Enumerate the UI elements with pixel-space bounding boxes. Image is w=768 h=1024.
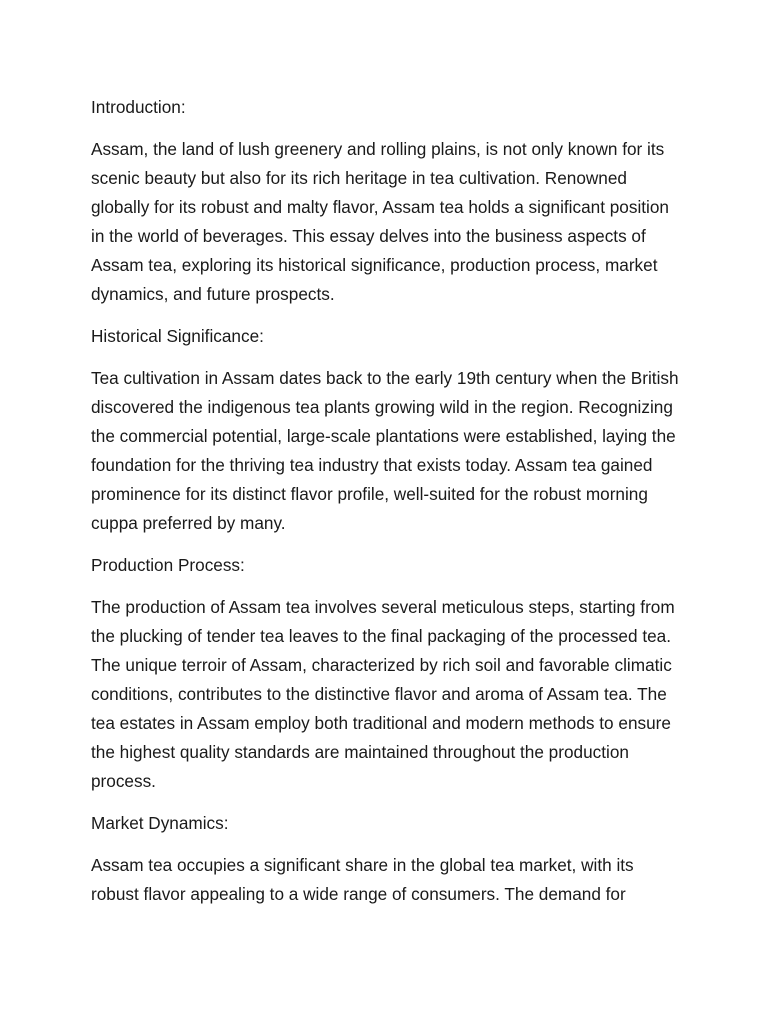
section-heading-production-process: Production Process: <box>91 555 245 575</box>
section-paragraph-production-process: The production of Assam tea involves several meticulous steps, starting from the plucking of tender tea leaves to the final packaging of the processed tea. The unique terroir of Assam, characterized by rich soil and favorable climatic conditions, contributes to the distinctive flavor and aroma of Assam tea. The tea estates in Assam employ both traditional and modern methods to ensure the highest quality standards are maintained throughout the production process. <box>91 597 675 791</box>
section-heading-market-dynamics: Market Dynamics: <box>91 813 229 833</box>
section-heading-historical-significance: Historical Significance: <box>91 326 264 346</box>
document-body <box>91 93 681 922</box>
section-paragraph-introduction: Assam, the land of lush greenery and rolling plains, is not only known for its scenic beauty but also for its rich heritage in tea cultivation. Renowned globally for its robust and malty flavor, Assam tea holds a significant position in the world of beverages. This essay delves into the business aspects of Assam tea, exploring its historical significance, production process, market dynamics, and future prospects. <box>91 139 669 304</box>
section-heading-introduction: Introduction: <box>91 97 186 117</box>
section-paragraph-market-dynamics: Assam tea occupies a significant share in the global tea market, with its robust flavor appealing to a wide range of consumers. The demand for <box>91 855 634 904</box>
section-paragraph-historical-significance: Tea cultivation in Assam dates back to the early 19th century when the British discovered the indigenous tea plants growing wild in the region. Recognizing the commercial potential, large-scale plantations were established, laying the foundation for the thriving tea industry that exists today. Assam tea gained prominence for its distinct flavor profile, well-suited for the robust morning cuppa preferred by many. <box>91 368 679 533</box>
